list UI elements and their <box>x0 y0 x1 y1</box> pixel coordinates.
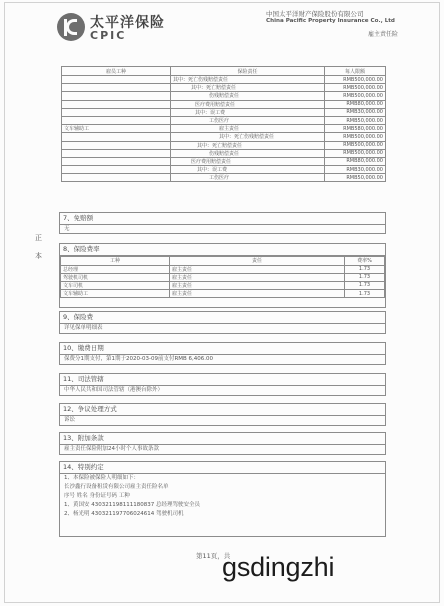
coverage-row <box>62 133 386 141</box>
coverage-cell: 其中：误工费 <box>171 108 325 116</box>
coverage-row <box>62 116 386 124</box>
coverage-row <box>62 100 386 108</box>
section-premium-rate <box>59 243 386 308</box>
section-title: 13、附加条款 <box>60 433 385 445</box>
rate-header-cell: 责任 <box>170 257 345 266</box>
coverage-header-cell: 每人限额 <box>325 67 386 76</box>
rate-row <box>61 265 385 273</box>
coverage-cell: 工伤医疗 <box>171 174 325 182</box>
coverage-row <box>62 157 386 165</box>
coverage-cell: 其中：死亡伤残赔偿责任 <box>171 133 325 141</box>
coverage-cell: 医疗费用赔偿责任 <box>171 100 325 108</box>
coverage-header-row <box>62 67 386 76</box>
coverage-cell: 其中：死亡赔偿责任 <box>171 84 325 92</box>
special-term-line: 1、本保险被保险人明细如下： <box>64 475 140 481</box>
coverage-cell <box>62 92 171 100</box>
coverage-cell: RMB30,000.00 <box>325 166 386 174</box>
coverage-row <box>62 174 386 182</box>
section-body: 详见保单明细表 <box>64 325 103 331</box>
coverage-header-cell: 保险责任 <box>171 67 325 76</box>
coverage-row <box>62 76 386 84</box>
rate-cell: 1.73 <box>345 281 385 289</box>
rate-row <box>61 290 385 298</box>
coverage-cell: RMB580,000.00 <box>325 125 386 133</box>
coverage-cell: 雇主责任 <box>171 125 325 133</box>
section-body: 中华人民共和国司法管辖（港澳台除外） <box>64 387 164 393</box>
side-mark-bottom: 本 <box>35 252 42 260</box>
coverage-cell: RMB500,000.00 <box>325 76 386 84</box>
section-jurisdiction <box>59 373 386 396</box>
coverage-row <box>62 166 386 174</box>
section-title: 14、特别约定 <box>60 462 385 474</box>
company-name-cn: 中国太平洋财产保险股份有限公司 <box>266 10 364 18</box>
rate-row <box>61 281 385 289</box>
section-body: 雇主责任保险附加24小时个人事故条款 <box>64 446 159 452</box>
rate-cell: 雇主责任 <box>170 265 345 273</box>
special-term-line: 长沙鑫行设备租赁有限公司雇主责任险名单 <box>64 484 169 490</box>
page-number: 第11页，共 <box>196 552 231 560</box>
rate-header-row <box>61 257 385 266</box>
coverage-cell: RMB80,000.00 <box>325 100 386 108</box>
coverage-cell: RMB50,000.00 <box>325 174 386 182</box>
special-term-line: 2、杨光明 430321197706024614 驾驶机司机 <box>64 511 184 517</box>
brand-name-en: CPIC <box>90 29 127 42</box>
section-payment-date <box>59 342 386 365</box>
coverage-cell: RMB80,000.00 <box>325 157 386 165</box>
section-dispute <box>59 403 386 426</box>
coverage-cell: 伤残赔偿责任 <box>171 92 325 100</box>
section-additional-clauses <box>59 432 386 455</box>
section-special-terms <box>59 461 386 537</box>
section-body: 保费分1期支付，第1期于2020-03-09前支付RMB 6,406.00 <box>64 356 214 362</box>
section-body: 无 <box>64 226 70 232</box>
rate-cell: 驾驶机司机 <box>61 273 170 281</box>
section-title: 8、保险费率 <box>60 244 385 256</box>
coverage-cell <box>62 84 171 92</box>
coverage-cell <box>62 149 171 157</box>
coverage-cell <box>62 108 171 116</box>
coverage-row <box>62 125 386 133</box>
company-name-en: China Pacific Property Insurance Co., Ltd <box>266 18 395 24</box>
section-body: 诉讼 <box>64 417 76 423</box>
coverage-cell <box>62 133 171 141</box>
coverage-cell <box>62 174 171 182</box>
cpic-logo-icon <box>57 13 85 41</box>
coverage-cell: RMB500,000.00 <box>325 92 386 100</box>
rate-cell: 1.73 <box>345 290 385 298</box>
section-title: 7、免赔额 <box>60 213 385 225</box>
rate-cell: 文车司机 <box>61 281 170 289</box>
coverage-cell <box>62 166 171 174</box>
section-title: 9、保险费 <box>60 312 385 324</box>
coverage-cell: 其中：死亡赔偿责任 <box>171 141 325 149</box>
coverage-cell <box>62 116 171 124</box>
coverage-cell <box>62 141 171 149</box>
coverage-row <box>62 84 386 92</box>
coverage-row <box>62 108 386 116</box>
rate-cell: 1.73 <box>345 265 385 273</box>
special-term-line: 序号 姓名 身份证号码 工种 <box>64 493 130 499</box>
coverage-cell: 文车辅助工 <box>62 125 171 133</box>
section-deductible <box>59 212 386 234</box>
watermark-text: gsdingzhi <box>222 552 335 582</box>
header-signature: 雇主责任险 <box>368 31 399 38</box>
rate-header-cell: 费率% <box>345 257 385 266</box>
coverage-row <box>62 92 386 100</box>
coverage-row <box>62 141 386 149</box>
section-title: 12、争议处理方式 <box>60 404 385 416</box>
coverage-cell: 医疗费用赔偿责任 <box>171 157 325 165</box>
section-title: 10、缴费日期 <box>60 343 385 355</box>
coverage-cell: RMB50,000.00 <box>325 116 386 124</box>
rate-cell: 文车辅助工 <box>61 290 170 298</box>
rate-cell: 雇主责任 <box>170 290 345 298</box>
side-mark-top: 正 <box>35 234 42 242</box>
coverage-cell: RMB500,000.00 <box>325 141 386 149</box>
coverage-cell: RMB500,000.00 <box>325 133 386 141</box>
special-term-line: 1、黄国安 430321198111180837 总经理驾驶安全员 <box>64 502 200 508</box>
coverage-row <box>62 149 386 157</box>
rate-cell: 1.73 <box>345 273 385 281</box>
section-premium <box>59 311 386 334</box>
coverage-cell: 伤残赔偿责任 <box>171 149 325 157</box>
coverage-cell: RMB500,000.00 <box>325 84 386 92</box>
coverage-cell: 其中：死亡伤残赔偿责任 <box>171 76 325 84</box>
rate-cell: 雇主责任 <box>170 273 345 281</box>
section-title: 11、司法管辖 <box>60 374 385 386</box>
coverage-table <box>61 66 386 182</box>
coverage-cell <box>62 100 171 108</box>
coverage-cell: 其中：误工费 <box>171 166 325 174</box>
brand-name-cn: 太平洋保险 <box>90 15 165 31</box>
rate-table <box>60 256 385 298</box>
coverage-header-cell: 雇员工种 <box>62 67 171 76</box>
rate-cell: 雇主责任 <box>170 281 345 289</box>
coverage-cell <box>62 157 171 165</box>
rate-cell: 总经理 <box>61 265 170 273</box>
coverage-cell: RMB500,000.00 <box>325 149 386 157</box>
coverage-cell <box>62 76 171 84</box>
rate-header-cell: 工种 <box>61 257 170 266</box>
rate-row <box>61 273 385 281</box>
coverage-cell: 工伤医疗 <box>171 116 325 124</box>
coverage-cell: RMB30,000.00 <box>325 108 386 116</box>
